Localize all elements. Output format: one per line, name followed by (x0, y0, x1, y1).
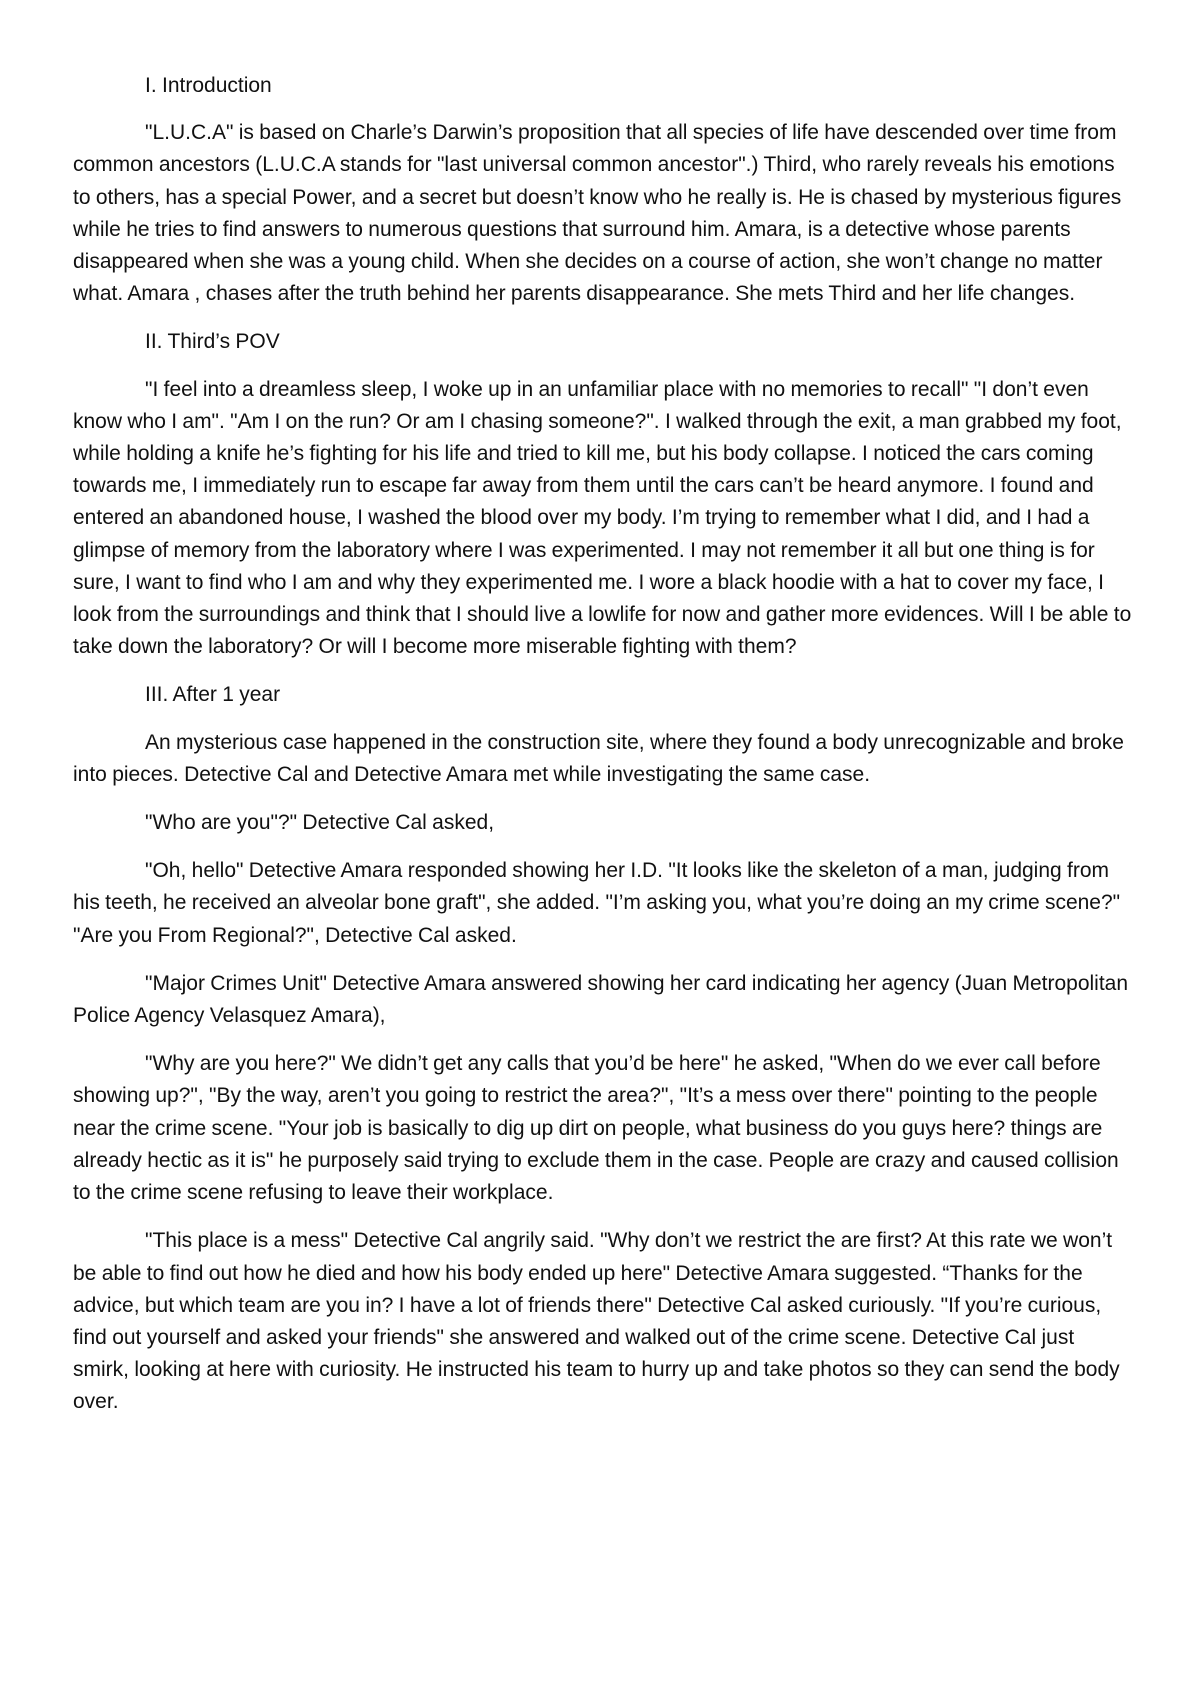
paragraph-thirds-pov: "I feel into a dreamless sleep, I woke up in an unfamiliar place with no memories to recall" "I don’t even know who I am". "Am I on the run? Or am I chasing someone?". I walked through the exit, a man grabbed my foot, while holding a knife he’s fighting for his life and tried to kill me, but his body collapse. I noticed the cars coming towards me, I immediately run to escape far away from them until the cars can’t be heard anymore. I found and entered an abandoned house, I washed the blood over my body. I’m trying to remember what I did, and I had a glimpse of memory from the laboratory where I was experimented. I may not remember it all but one thing is for sure, I want to find who I am and why they experimented me. I wore a black hoodie with a hat to cover my face, I look from the surroundings and think that I should live a lowlife for now and gather more evidences. Will I be able to take down the laboratory? Or will I become more miserable fighting with them? (73, 377, 1132, 659)
paragraph-who-are-you: "Who are you"?" Detective Cal asked, (145, 811, 495, 835)
section-heading-introduction: I. Introduction (145, 74, 272, 97)
section-heading-after-1-year: III. After 1 year (145, 683, 281, 707)
paragraph-introduction: "L.U.C.A" is based on Charle’s Darwin’s proposition that all species of life have descended over time from common ancestors (L.U.C.A stands for "last universal common ancestor".) Third, who rarely reveals his emotions to others, has a special Power, and a secret but doesn’t know who he really is. He is chased by mysterious figures while he tries to find answers to numerous questions that surround him. Amara, is a detective whose parents disappeared when she was a young child. When she decides on a course of action, she won’t change no matter what. Amara , chases after the truth behind her parents disappearance. She mets Third and her life changes. (73, 121, 1122, 306)
paragraph-mysterious-case: An mysterious case happened in the construction site, where they found a body unrecognizable and broke into pieces. Detective Cal and Detective Amara met while investigating the same case. (73, 730, 1124, 786)
paragraph-why-are-you-here: "Why are you here?" We didn’t get any calls that you’d be here" he asked, "When do we ever call before showing up?", "By the way, aren’t you going to restrict the area?", "It’s a mess over there" pointing to the people near the crime scene. "Your job is basically to dig up dirt on people, what business do you guys here? things are already hectic as it is" he purposely said trying to exclude them in the case. People are crazy and caused collision to the crime scene refusing to leave their workplace. (73, 1052, 1119, 1205)
paragraph-major-crimes-unit: "Major Crimes Unit" Detective Amara answered showing her card indicating her agency (Juan Metropolitan Police Agency Velasquez Amara), (73, 971, 1129, 1028)
document-body (73, 70, 1135, 1435)
section-heading-thirds-pov: II. Third’s POV (145, 330, 280, 354)
paragraph-place-is-a-mess: "This place is a mess" Detective Cal angrily said. "Why don’t we restrict the are first? At this rate we won’t be able to find out how he died and how his body ended up here" Detective Amara suggested. “Thanks for the advice, but which team are you in? I have a lot of friends there" Detective Cal asked curiously. "If you’re curious, find out yourself and asked your friends" she answered and walked out of the crime scene. Detective Cal just smirk, looking at here with curiosity. He instructed his team to hurry up and take photos so they can send the body over. (73, 1229, 1120, 1414)
paragraph-oh-hello: "Oh, hello" Detective Amara responded showing her I.D. "It looks like the skeleton of a man, judging from his teeth, he received an alveolar bone graft", she added. "I’m asking you, what you’re doing an my crime scene?" "Are you From Regional?", Detective Cal asked. (73, 859, 1121, 947)
